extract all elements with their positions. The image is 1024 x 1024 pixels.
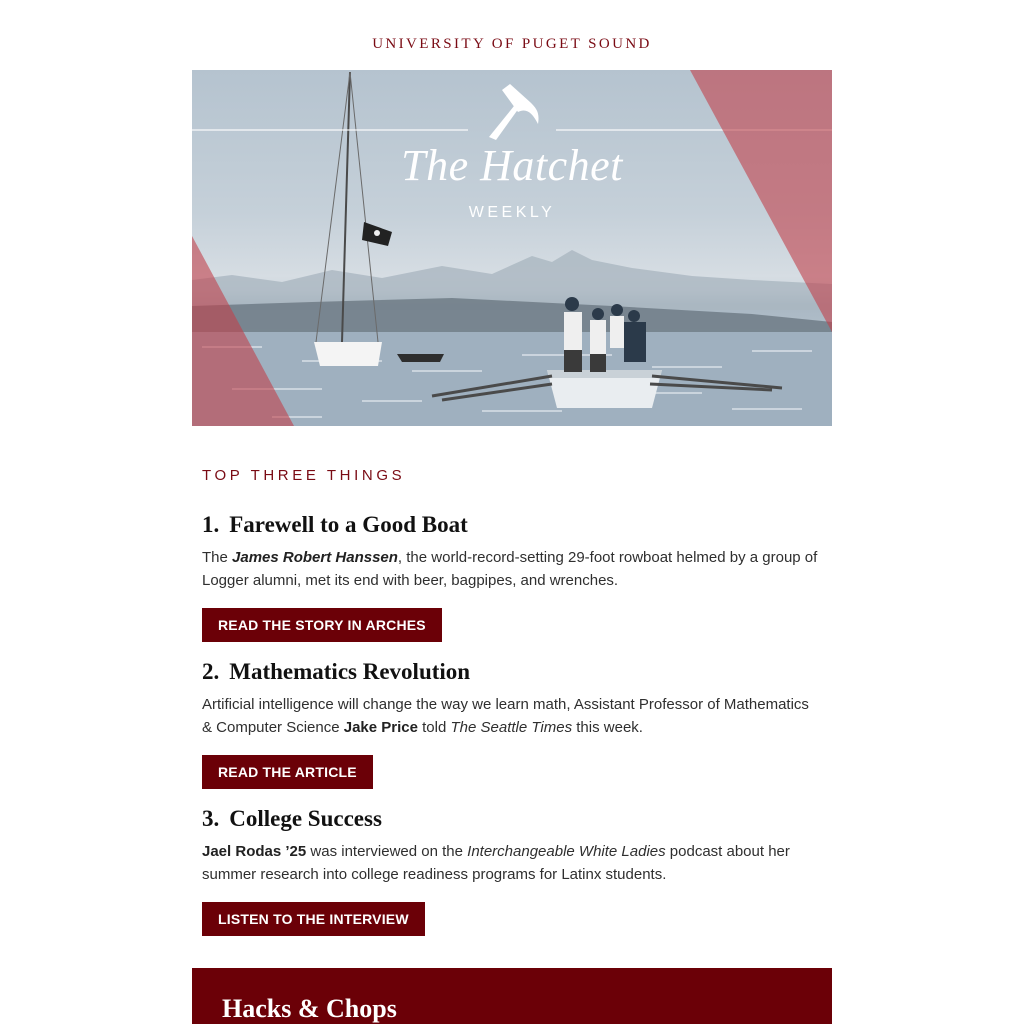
story-heading[interactable] [202, 657, 822, 687]
person-name: Jael Rodas ’25 [202, 843, 307, 860]
story-text-part: podcast about her summer research into college readiness programs for Latinx students. [202, 843, 790, 883]
newsletter-title: The Hatchet [401, 141, 623, 190]
read-story-in-arches-button[interactable]: READ THE STORY IN ARCHES [202, 608, 442, 642]
story-text [202, 546, 822, 592]
story-item-3 [202, 804, 822, 936]
boat-name: James Robert Hanssen [232, 549, 398, 566]
section-heading: Hacks & Chops [222, 994, 397, 1023]
story-text-part: told [417, 719, 451, 736]
read-the-article-button[interactable]: READ THE ARTICLE [202, 755, 373, 789]
newsletter-subtitle: WEEKLY [468, 204, 556, 221]
story-item-1 [202, 510, 822, 642]
listen-to-the-interview-button[interactable]: LISTEN TO THE INTERVIEW [202, 902, 425, 936]
story-title: Farewell to a Good Boat [229, 512, 468, 537]
story-text-part: , the world-record-setting 29-foot rowboat helmed by a group of Logger alumni, met its end with beer, bagpipes, and wrenches. [202, 549, 818, 589]
story-text-part: was interviewed on the [306, 843, 468, 860]
story-text [202, 693, 822, 739]
university-name: UNIVERSITY OF PUGET SOUND [372, 36, 652, 52]
story-heading[interactable] [202, 804, 822, 834]
story-item-2 [202, 657, 822, 789]
story-number: 3. [202, 806, 220, 831]
story-number: 2. [202, 659, 220, 684]
hacks-and-chops-section [192, 968, 832, 1024]
hero-banner[interactable] [192, 70, 832, 426]
podcast-name: Interchangeable White Ladies [467, 843, 666, 860]
hatchet-icon [484, 84, 544, 142]
story-text-part: this week. [572, 719, 643, 736]
story-number: 1. [202, 512, 220, 537]
story-title: Mathematics Revolution [229, 659, 471, 684]
story-heading[interactable] [202, 510, 822, 540]
story-title: College Success [229, 806, 382, 831]
story-text-part: Artificial intelligence will change the way we learn math, Assistant Professor of Mathematics & Computer Science [202, 696, 809, 736]
publication-name: The Seattle Times [450, 719, 573, 736]
section-label: TOP THREE THINGS [202, 467, 406, 484]
story-text-part: The [202, 549, 233, 566]
story-text [202, 840, 822, 886]
person-name: Jake Price [343, 719, 418, 736]
